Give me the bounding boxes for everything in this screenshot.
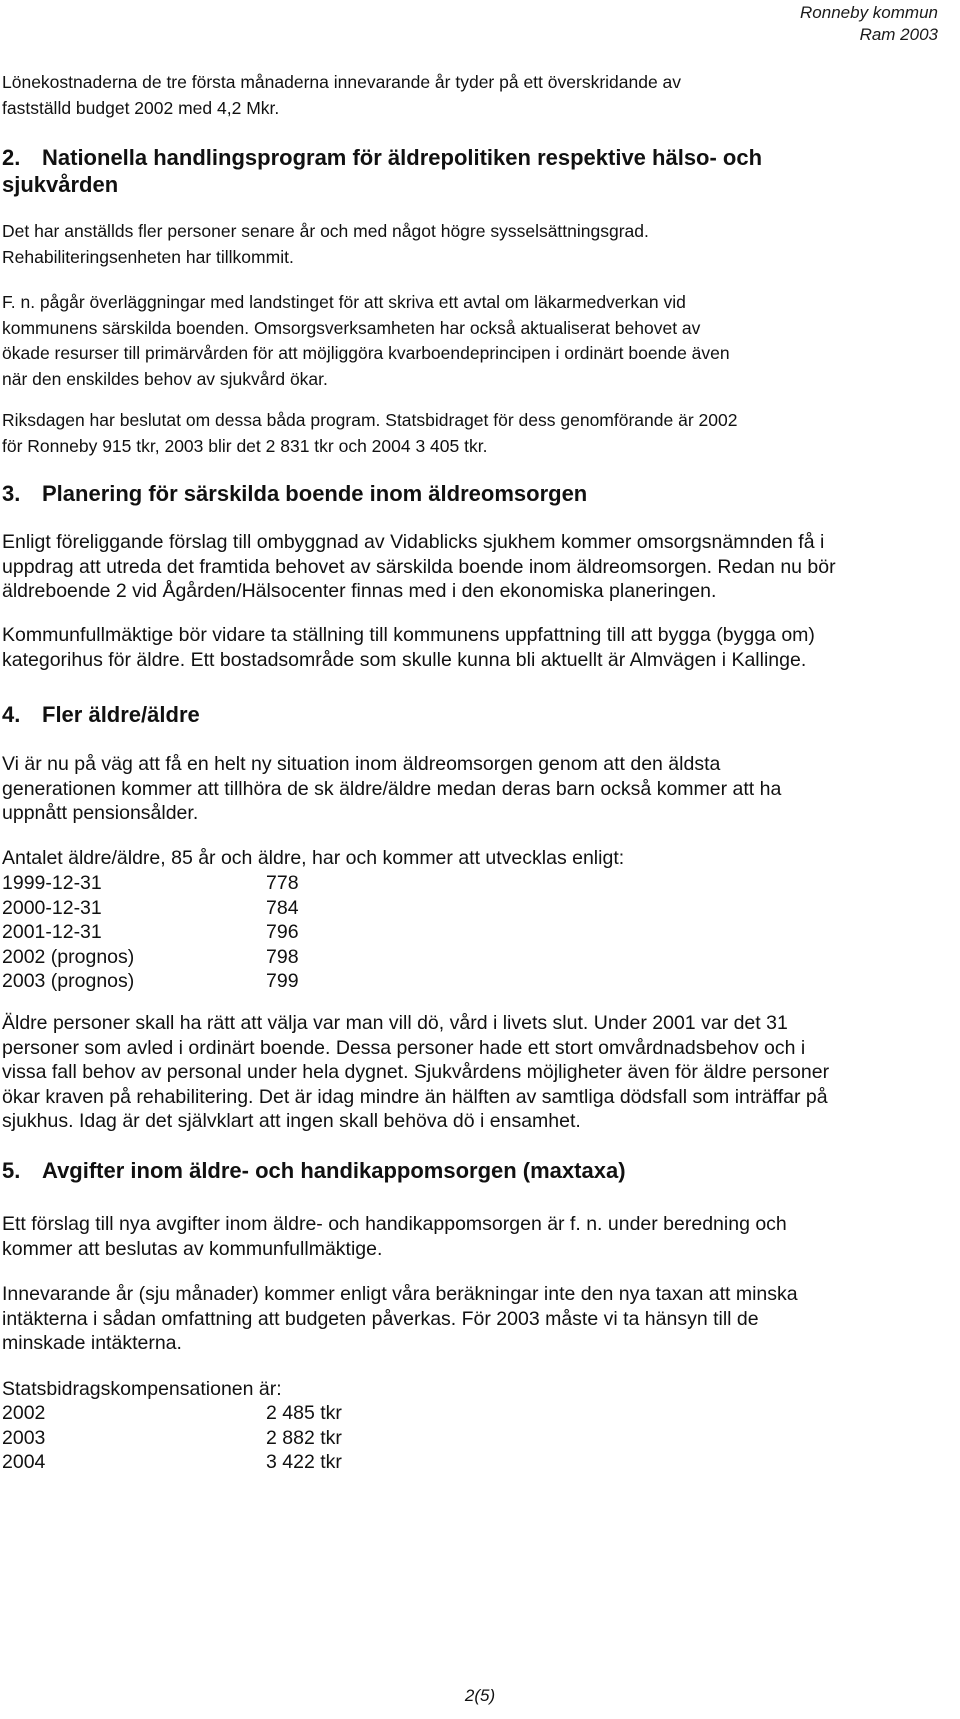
table-row: 2002 (prognos) 798 bbox=[2, 945, 299, 968]
compensation-table bbox=[2, 1401, 938, 1475]
header-org: Ronneby kommun bbox=[800, 3, 938, 22]
section-5-para-2: Innevarande år (sju månader) kommer enligt våra beräkningar inte den nya taxan att minska intäkterna i sådan omfattning att budgeten påverkas. För 2003 måste vi ta hänsyn till de minskade intäkterna. bbox=[2, 1283, 798, 1354]
table-row: 2003 2 882 tkr bbox=[2, 1426, 342, 1449]
elderly-count-table bbox=[2, 871, 938, 994]
section-3-para-2: Kommunfullmäktige bör vidare ta ställning till kommunens uppfattning till att bygga (bygga om) kategorihus för äldre. Ett bostadsområde som skulle kunna bli aktuellt är Almvägen i Kallinge. bbox=[2, 624, 815, 671]
table-row: 2000-12-31 784 bbox=[2, 896, 299, 919]
section-2-para-2: F. n. pågår överläggningar med landstinget för att skriva ett avtal om läkarmedverkan vid kommunens särskilda boenden. Omsorgsverksamheten har också aktualiserat behovet av ökade resurser till primärvården för att möjliggöra kvarboendeprincipen i ordinärt boende även när den enskildes behov av sjukvård ökar. bbox=[2, 292, 730, 389]
page-number: 2(5) bbox=[464, 1686, 496, 1705]
table-row: 2001-12-31 796 bbox=[2, 921, 299, 943]
section-3-para-1: Enligt föreliggande förslag till ombyggnad av Vidablicks sjukhem kommer omsorgsnämnden få i uppdrag att utreda det framtida behovet av särskilda boende inom äldreomsorgen. Redan nu bör äldreboende 2 vid Ågården/Hälsocenter finnas med i den ekonomiska planeringen. bbox=[2, 531, 836, 602]
section-4-heading: 4. Fler äldre/äldre bbox=[2, 702, 200, 727]
table-row: 2003 (prognos) 799 bbox=[2, 970, 299, 992]
section-2-heading: 2. Nationella handlingsprogram för äldrepolitiken respektive hälso- och sjukvården bbox=[2, 145, 763, 197]
page-header bbox=[800, 2, 938, 46]
table-row: 1999-12-31 778 bbox=[2, 872, 299, 894]
header-doc: Ram 2003 bbox=[859, 25, 938, 44]
intro-paragraph: Lönekostnaderna de tre första månaderna innevarande år tyder på ett överskridande av fastställd budget 2002 med 4,2 Mkr. bbox=[2, 72, 682, 118]
section-5-para-1: Ett förslag till nya avgifter inom äldre- och handikappomsorgen är f. n. under beredning och kommer att beslutas av kommunfullmäktige. bbox=[2, 1213, 787, 1260]
section-4-para-1: Vi är nu på väg att få en helt ny situation inom äldreomsorgen genom att den äldsta generationen kommer att tillhöra de sk äldre/äldre medan deras barn också kommer att ha uppnått pensionsålder. bbox=[2, 753, 782, 824]
table-row: 2004 3 422 tkr bbox=[2, 1451, 342, 1473]
section-4-para-2: Äldre personer skall ha rätt att välja var man vill dö, vård i livets slut. Under 2001 var det 31 personer som avled i ordinärt boende. Dessa personer hade ett stort omvårdnadsbehov och i vissa fall behov av personal under hela dygnet. Sjukvårdens möjligheter även för äldre personer ökar kraven på rehabilitering. Det är idag mindre än hälften av samtliga dödsfall som inträffar på sjukhus. Idag är det självklart att ingen skall behöva dö i ensamhet. bbox=[2, 1012, 830, 1132]
section-3-heading: 3. Planering för särskilda boende inom äldreomsorgen bbox=[2, 481, 588, 506]
table-row: 2002 2 485 tkr bbox=[2, 1402, 342, 1424]
section-5-heading: 5. Avgifter inom äldre- och handikappomsorgen (maxtaxa) bbox=[2, 1158, 626, 1183]
section-2-para-1: Det har anställds fler personer senare år och med något högre sysselsättningsgrad. Rehabiliteringsenheten har tillkommit. bbox=[2, 221, 649, 267]
section-2-para-3: Riksdagen har beslutat om dessa båda program. Statsbidraget för dess genomförande är 2002 för Ronneby 915 tkr, 2003 blir det 2 831 tkr och 2004 3 405 tkr. bbox=[2, 410, 738, 456]
section-5-table-intro: Statsbidragskompensationen är: bbox=[2, 1378, 282, 1400]
section-4-table-intro: Antalet äldre/äldre, 85 år och äldre, har och kommer att utvecklas enligt: bbox=[2, 847, 625, 869]
